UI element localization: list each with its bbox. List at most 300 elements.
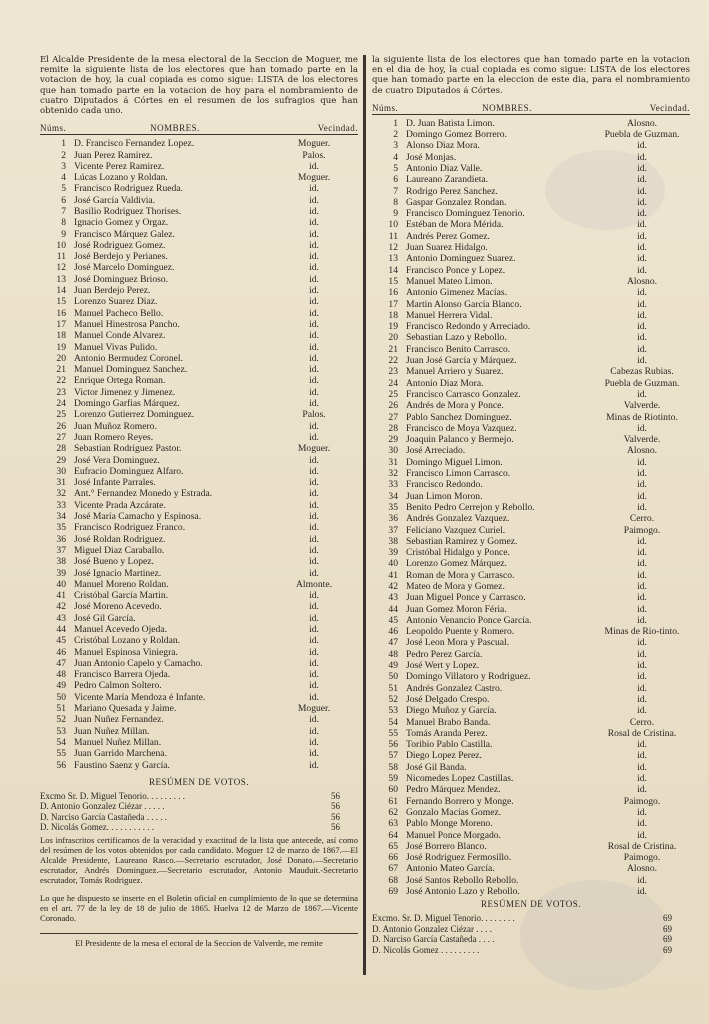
elector-row bbox=[40, 500, 358, 511]
elector-vecindad: id. bbox=[309, 206, 319, 217]
elector-vecindad: id. bbox=[309, 759, 319, 771]
elector-number: 6 bbox=[393, 174, 398, 186]
elector-vecindad: id. bbox=[309, 307, 319, 319]
elector-vecindad: id. bbox=[309, 454, 319, 466]
elector-row bbox=[372, 366, 690, 377]
elector-name: Gonzalo Macías Gomez. bbox=[406, 806, 502, 818]
elector-row bbox=[40, 680, 358, 691]
elector-vecindad: id. bbox=[309, 262, 319, 274]
elector-name: Juan José García y Márquez. bbox=[406, 355, 517, 367]
elector-row bbox=[372, 152, 690, 163]
elector-vecindad: Alosno. bbox=[626, 117, 658, 129]
elector-row bbox=[40, 511, 358, 522]
elector-row bbox=[40, 150, 358, 161]
elector-number: 54 bbox=[388, 716, 398, 728]
elector-number: 19 bbox=[388, 321, 398, 333]
elector-vecindad: id. bbox=[637, 321, 647, 333]
elector-name: Francisco Redondo. bbox=[406, 479, 483, 491]
elector-vecindad: Minas de Riotinto. bbox=[606, 411, 678, 423]
elector-name: Manuel Ponce Morgado. bbox=[406, 829, 501, 841]
elector-name: Manuel Vivas Pulido. bbox=[74, 341, 158, 353]
elector-name: Juan Antonio Capelo y Camacho. bbox=[74, 657, 203, 669]
vote-row bbox=[372, 934, 690, 945]
elector-name: Domingo Villatoro y Rodriguez. bbox=[406, 671, 531, 683]
elector-vecindad: id. bbox=[637, 558, 647, 570]
elector-vecindad: id. bbox=[637, 388, 647, 400]
elector-vecindad: id. bbox=[309, 398, 319, 410]
elector-name: Juan Muñoz Romero. bbox=[74, 420, 157, 432]
candidate-name: D. Nicolás Gomez . . . . . . . . . bbox=[372, 944, 480, 955]
elector-row bbox=[372, 310, 690, 321]
elector-name: Andrés de Mora y Ponce. bbox=[406, 400, 504, 412]
elector-vecindad: id. bbox=[637, 219, 647, 231]
elector-number: 56 bbox=[388, 739, 398, 751]
elector-vecindad: Alosno. bbox=[626, 445, 658, 457]
elector-number: 10 bbox=[388, 219, 398, 231]
elector-name: Andrés Gonzalez Vazquez. bbox=[406, 513, 510, 525]
elector-number: 1 bbox=[61, 138, 66, 150]
candidate-name: D. Narciso García Castañeda . . . . . bbox=[40, 811, 167, 822]
elector-number: 69 bbox=[388, 886, 398, 897]
elector-name: José Antonio Lazo y Rebollo. bbox=[406, 886, 520, 897]
elector-vecindad: id. bbox=[637, 355, 647, 367]
elector-row bbox=[372, 186, 690, 197]
elector-number: 38 bbox=[388, 535, 398, 547]
elector-number: 6 bbox=[61, 194, 66, 206]
elector-number: 55 bbox=[56, 748, 66, 760]
elector-number: 44 bbox=[56, 623, 66, 635]
elector-vecindad: id. bbox=[309, 725, 319, 737]
elector-row bbox=[372, 355, 690, 366]
elector-name: José Borrero Blanco. bbox=[406, 840, 487, 852]
elector-name: José Arreciado. bbox=[406, 445, 466, 457]
elector-row bbox=[372, 604, 690, 615]
column-divider bbox=[363, 55, 366, 975]
vote-row bbox=[40, 812, 358, 823]
elector-number: 26 bbox=[56, 420, 66, 432]
elector-vecindad: Rosal de Cristina. bbox=[607, 840, 677, 852]
elector-number: 11 bbox=[388, 230, 398, 242]
elector-name: Pedro Calmon Soltero. bbox=[74, 680, 162, 692]
elector-number: 26 bbox=[388, 400, 398, 412]
elector-vecindad: id. bbox=[637, 739, 647, 751]
elector-number: 7 bbox=[393, 185, 398, 197]
vote-count: 56 bbox=[331, 790, 340, 801]
elector-number: 35 bbox=[56, 522, 66, 534]
elector-row bbox=[40, 421, 358, 432]
elector-number: 57 bbox=[388, 750, 398, 762]
elector-vecindad: id. bbox=[637, 603, 647, 615]
elector-number: 53 bbox=[56, 725, 66, 737]
elector-row bbox=[40, 353, 358, 364]
elector-name: Francisco Dominguez Tenorio. bbox=[406, 208, 525, 220]
elector-vecindad: id. bbox=[637, 592, 647, 604]
elector-row bbox=[40, 195, 358, 206]
elector-row bbox=[372, 412, 690, 423]
elector-name: Antonio Mateo García. bbox=[406, 863, 495, 875]
elector-row bbox=[40, 240, 358, 251]
elector-row bbox=[40, 443, 358, 454]
right-resumen-title: RESÚMEN DE VOTOS. bbox=[481, 899, 581, 910]
elector-name: José Wert y Lopez. bbox=[406, 660, 480, 672]
elector-number: 41 bbox=[56, 590, 66, 602]
header-vecindad: Vecindad. bbox=[317, 123, 358, 134]
elector-row bbox=[372, 649, 690, 660]
elector-number: 52 bbox=[56, 714, 66, 726]
elector-name: Antonio Bermudez Coronel. bbox=[74, 352, 183, 364]
elector-number: 39 bbox=[56, 567, 66, 579]
elector-row bbox=[40, 579, 358, 590]
elector-vecindad: Cabezas Rubias. bbox=[610, 366, 674, 378]
elector-row bbox=[372, 479, 690, 490]
elector-name: Manuel Espinosa Viniegra. bbox=[74, 646, 178, 658]
candidate-name: D. Antonio Gonzalez Ciézar . . . . . bbox=[40, 801, 165, 812]
elector-row bbox=[40, 161, 358, 172]
elector-row bbox=[372, 558, 690, 569]
elector-row bbox=[40, 251, 358, 262]
elector-row bbox=[372, 694, 690, 705]
elector-row bbox=[372, 830, 690, 841]
elector-row bbox=[40, 364, 358, 375]
header-num: Núms. bbox=[372, 102, 399, 113]
elector-vecindad: id. bbox=[637, 569, 647, 581]
elector-row bbox=[372, 750, 690, 761]
elector-number: 21 bbox=[56, 364, 66, 376]
elector-number: 60 bbox=[388, 784, 398, 796]
elector-row bbox=[40, 703, 358, 714]
elector-vecindad: Valverde. bbox=[623, 400, 661, 412]
elector-vecindad: id. bbox=[637, 784, 647, 796]
elector-row bbox=[372, 818, 690, 829]
elector-vecindad: id. bbox=[309, 364, 319, 376]
elector-vecindad: Moguer. bbox=[297, 138, 331, 150]
elector-vecindad: id. bbox=[309, 522, 319, 534]
vote-row bbox=[40, 801, 358, 812]
elector-row bbox=[372, 637, 690, 648]
elector-vecindad: id. bbox=[637, 750, 647, 762]
elector-number: 13 bbox=[388, 253, 398, 265]
elector-vecindad: id. bbox=[309, 657, 319, 669]
elector-row bbox=[372, 547, 690, 558]
elector-vecindad: Paimogo. bbox=[623, 852, 661, 864]
elector-number: 5 bbox=[61, 183, 66, 195]
elector-vecindad: id. bbox=[309, 590, 319, 602]
elector-vecindad: id. bbox=[309, 160, 319, 172]
elector-row bbox=[40, 748, 358, 759]
elector-name: José Santos Rebollo Rebollo. bbox=[406, 874, 519, 886]
elector-row bbox=[40, 556, 358, 567]
elector-row bbox=[40, 545, 358, 556]
elector-number: 64 bbox=[388, 829, 398, 841]
elector-number: 14 bbox=[56, 285, 66, 297]
elector-number: 23 bbox=[56, 386, 66, 398]
elector-number: 43 bbox=[56, 612, 66, 624]
elector-row bbox=[372, 389, 690, 400]
elector-number: 50 bbox=[388, 671, 398, 683]
elector-vecindad: id. bbox=[309, 352, 319, 364]
elector-vecindad: id. bbox=[309, 691, 319, 703]
elector-number: 3 bbox=[61, 160, 66, 172]
elector-number: 66 bbox=[388, 852, 398, 864]
elector-number: 56 bbox=[56, 759, 66, 771]
elector-name: Laureano Zarandieta. bbox=[406, 174, 489, 186]
elector-name: Benito Pedro Cerrejon y Rebollo. bbox=[406, 501, 535, 513]
elector-row bbox=[372, 581, 690, 592]
elector-row bbox=[40, 477, 358, 488]
elector-name: Andrés Perez Gomez. bbox=[406, 230, 490, 242]
elector-row bbox=[372, 683, 690, 694]
elector-row bbox=[372, 762, 690, 773]
elector-name: Manuel Conde Alvarez. bbox=[74, 330, 166, 342]
elector-row bbox=[372, 197, 690, 208]
elector-name: Antonio Gimenez Macías. bbox=[406, 287, 507, 299]
elector-vecindad: Palos. bbox=[302, 409, 326, 421]
elector-vecindad: id. bbox=[637, 501, 647, 513]
elector-row bbox=[372, 140, 690, 151]
elector-vecindad: id. bbox=[637, 806, 647, 818]
elector-vecindad: id. bbox=[309, 635, 319, 647]
elector-name: Domingo Miguel Limon. bbox=[406, 456, 503, 468]
elector-number: 4 bbox=[61, 172, 66, 184]
elector-name: Rodrigo Perez Sanchez. bbox=[406, 185, 498, 197]
elector-row bbox=[372, 129, 690, 140]
elector-number: 34 bbox=[388, 490, 398, 502]
elector-name: José Berdejo y Perianes. bbox=[74, 251, 168, 263]
elector-number: 59 bbox=[388, 773, 398, 785]
vote-row bbox=[372, 924, 690, 935]
elector-vecindad: id. bbox=[309, 318, 319, 330]
elector-vecindad: Puebla de Guzman. bbox=[604, 377, 680, 389]
elector-number: 48 bbox=[56, 669, 66, 681]
elector-vecindad: id. bbox=[309, 465, 319, 477]
elector-row bbox=[40, 387, 358, 398]
elector-name: Leopoldo Puente y Romero. bbox=[406, 626, 515, 638]
left-intro: El Alcalde Presidente de la mesa electoral de la Seccion de Moguer, me remite la siguiente lista de los electores que han tomado parte en la votacion de hoy, la cual copiada es como sigue: LISTA de los electores que han tomado parte en la votacion de hoy para el nombramiento de cuatro Diputados á Córtes en el resumen de los sufragios que han obtenido cada uno. bbox=[40, 55, 358, 117]
elector-vecindad: id. bbox=[637, 818, 647, 830]
elector-name: Juan Berdejo Perez. bbox=[74, 285, 151, 297]
elector-vecindad: id. bbox=[637, 547, 647, 559]
elector-number: 12 bbox=[388, 242, 398, 254]
elector-name: Manuel Moreno Roldan. bbox=[74, 578, 169, 590]
elector-name: Pablo Monge Moreno. bbox=[406, 818, 493, 830]
elector-row bbox=[372, 592, 690, 603]
elector-number: 19 bbox=[56, 341, 66, 353]
elector-number: 27 bbox=[388, 411, 398, 423]
elector-vecindad: id. bbox=[637, 185, 647, 197]
elector-vecindad: id. bbox=[637, 140, 647, 152]
elector-vecindad: Cerro. bbox=[629, 513, 655, 525]
elector-name: Antonio Diaz Mora. bbox=[406, 377, 484, 389]
elector-row bbox=[40, 217, 358, 228]
elector-name: Fernando Borrero y Monge. bbox=[406, 795, 514, 807]
elector-number: 25 bbox=[56, 409, 66, 421]
elector-row bbox=[40, 669, 358, 680]
elector-vecindad: id. bbox=[309, 217, 319, 229]
elector-name: Lorenzo Gomez Márquez. bbox=[406, 558, 507, 570]
elector-row bbox=[372, 502, 690, 513]
elector-name: José Moreno Acevedo. bbox=[74, 601, 162, 613]
elector-name: Francisco Limon Carrasco. bbox=[406, 468, 511, 480]
elector-vecindad: id. bbox=[637, 242, 647, 254]
elector-number: 45 bbox=[56, 635, 66, 647]
elector-number: 1 bbox=[393, 117, 398, 129]
elector-name: Alonso Diaz Mora. bbox=[406, 140, 480, 152]
elector-name: Faustino Saenz y García. bbox=[74, 759, 170, 771]
elector-vecindad: id. bbox=[309, 544, 319, 556]
elector-row bbox=[40, 285, 358, 296]
elector-name: Martin Alonso García Blanco. bbox=[406, 298, 522, 310]
elector-name: José Delgado Crespo. bbox=[406, 693, 490, 705]
elector-vecindad: id. bbox=[637, 886, 647, 897]
elector-row bbox=[372, 208, 690, 219]
elector-number: 46 bbox=[388, 626, 398, 638]
left-elector-list bbox=[40, 138, 358, 771]
elector-number: 62 bbox=[388, 806, 398, 818]
elector-name: Pedro Márquez Mendez. bbox=[406, 784, 501, 796]
candidate-name: D. Antonio Gonzalez Ciézar . . . . bbox=[372, 923, 492, 934]
elector-vecindad: Moguer. bbox=[297, 443, 331, 455]
elector-row bbox=[372, 457, 690, 468]
elector-vecindad: id. bbox=[309, 612, 319, 624]
elector-row bbox=[40, 613, 358, 624]
header-name: NOMBRES. bbox=[482, 102, 532, 113]
elector-vecindad: id. bbox=[309, 296, 319, 308]
elector-number: 48 bbox=[388, 648, 398, 660]
elector-row bbox=[40, 172, 358, 183]
elector-name: Cristóbal Lozano y Roldan. bbox=[74, 635, 181, 647]
elector-number: 44 bbox=[388, 603, 398, 615]
elector-name: José Bueno y Lopez. bbox=[74, 556, 154, 568]
elector-number: 20 bbox=[56, 352, 66, 364]
elector-name: Manuel Herrera Vidal. bbox=[406, 309, 493, 321]
elector-vecindad: id. bbox=[637, 761, 647, 773]
elector-vecindad: id. bbox=[637, 637, 647, 649]
right-intro: la siguiente lista de los electores que han tomado parte en la votacion en el dia de hoy, la cual copiada es como sigue: LISTA de los electores que han tomado parte en la eleccion de este dia, para el nombramiento de cuatro Diputados á Córtes. bbox=[372, 55, 690, 96]
elector-vecindad: Palos. bbox=[302, 149, 326, 161]
elector-name: Manuel Hinestrosa Pancho. bbox=[74, 318, 180, 330]
elector-name: D. Juan Batista Limon. bbox=[406, 117, 495, 129]
left-vote-summary bbox=[40, 791, 358, 833]
elector-vecindad: Cerro. bbox=[629, 716, 655, 728]
elector-row bbox=[372, 570, 690, 581]
elector-name: Francisco Benito Carrasco. bbox=[406, 343, 511, 355]
elector-number: 34 bbox=[56, 511, 66, 523]
elector-number: 22 bbox=[56, 375, 66, 387]
header-rule bbox=[372, 114, 690, 115]
elector-vecindad: id. bbox=[637, 208, 647, 220]
elector-row bbox=[40, 737, 358, 748]
elector-number: 58 bbox=[388, 761, 398, 773]
elector-number: 14 bbox=[388, 264, 398, 276]
vote-row bbox=[372, 945, 690, 956]
elector-name: Mateo de Mora y Gomez. bbox=[406, 580, 505, 592]
elector-number: 24 bbox=[388, 377, 398, 389]
elector-vecindad: id. bbox=[309, 251, 319, 263]
elector-number: 33 bbox=[56, 499, 66, 511]
elector-vecindad: id. bbox=[309, 714, 319, 726]
elector-number: 27 bbox=[56, 431, 66, 443]
elector-name: José Roldan Rodriguez. bbox=[74, 533, 166, 545]
elector-row bbox=[40, 635, 358, 646]
elector-vecindad: id. bbox=[637, 163, 647, 174]
elector-number: 29 bbox=[56, 454, 66, 466]
elector-name: Antonio Venancio Ponce García. bbox=[406, 614, 532, 626]
elector-name: Tomás Aranda Perez. bbox=[406, 727, 488, 739]
elector-number: 35 bbox=[388, 501, 398, 513]
elector-name: Manuel Dominguez Sanchez. bbox=[74, 364, 188, 376]
elector-name: Juan Limon Moron. bbox=[406, 490, 483, 502]
elector-name: Lúcas Lozano y Roldan. bbox=[74, 172, 168, 184]
elector-vecindad: id. bbox=[637, 298, 647, 310]
elector-vecindad: id. bbox=[637, 671, 647, 683]
elector-row bbox=[40, 274, 358, 285]
elector-number: 21 bbox=[388, 343, 398, 355]
elector-vecindad: id. bbox=[309, 420, 319, 432]
elector-row bbox=[40, 522, 358, 533]
elector-number: 30 bbox=[56, 465, 66, 477]
elector-vecindad: id. bbox=[309, 386, 319, 398]
elector-number: 25 bbox=[388, 388, 398, 400]
elector-number: 30 bbox=[388, 445, 398, 457]
elector-number: 24 bbox=[56, 398, 66, 410]
elector-name: José Dominguez Brioso. bbox=[74, 273, 169, 285]
elector-name: Juan Nuñez Millan. bbox=[74, 725, 150, 737]
elector-name: Francisco Barrera Ojeda. bbox=[74, 669, 171, 681]
elector-number: 39 bbox=[388, 547, 398, 559]
elector-vecindad: id. bbox=[637, 580, 647, 592]
elector-name: Antonio Diaz Valle. bbox=[406, 163, 483, 174]
elector-row bbox=[40, 183, 358, 194]
elector-vecindad: Almonte. bbox=[296, 578, 332, 590]
elector-number: 32 bbox=[56, 488, 66, 500]
elector-vecindad: id. bbox=[637, 773, 647, 785]
elector-number: 12 bbox=[56, 262, 66, 274]
elector-number: 51 bbox=[56, 703, 66, 715]
elector-vecindad: id. bbox=[637, 468, 647, 480]
elector-name: Juan Suarez Hidalgo. bbox=[406, 242, 488, 254]
elector-name: Andrés Gonzalez Castro. bbox=[406, 682, 503, 694]
elector-row bbox=[372, 400, 690, 411]
elector-number: 29 bbox=[388, 434, 398, 446]
elector-vecindad: id. bbox=[637, 332, 647, 344]
elector-name: Juan Perez Ramirez. bbox=[74, 149, 153, 161]
elector-name: Juan Garrido Marchena. bbox=[74, 748, 167, 760]
elector-row bbox=[372, 717, 690, 728]
elector-vecindad: id. bbox=[309, 669, 319, 681]
elector-row bbox=[40, 330, 358, 341]
elector-row bbox=[40, 624, 358, 635]
elector-row bbox=[40, 206, 358, 217]
elector-number: 36 bbox=[56, 533, 66, 545]
footer-rule bbox=[40, 933, 358, 934]
elector-row bbox=[40, 296, 358, 307]
elector-vecindad: Moguer. bbox=[297, 172, 331, 184]
elector-name: D. Francisco Fernandez Lopez. bbox=[74, 138, 195, 150]
candidate-name: D. Narciso García Castañeda . . . . bbox=[372, 934, 495, 945]
elector-name: Ignacio Gomez y Orgaz. bbox=[74, 217, 169, 229]
elector-vecindad: id. bbox=[309, 748, 319, 760]
elector-name: Cristóbal García Martin. bbox=[74, 590, 169, 602]
elector-number: 52 bbox=[388, 693, 398, 705]
elector-number: 13 bbox=[56, 273, 66, 285]
elector-row bbox=[372, 445, 690, 456]
elector-number: 68 bbox=[388, 874, 398, 886]
elector-name: Juan Nuñez Fernandez. bbox=[74, 714, 164, 726]
elector-number: 15 bbox=[56, 296, 66, 308]
elector-row bbox=[372, 299, 690, 310]
elector-name: Pedro Perez García. bbox=[406, 648, 483, 660]
elector-vecindad: id. bbox=[309, 601, 319, 613]
